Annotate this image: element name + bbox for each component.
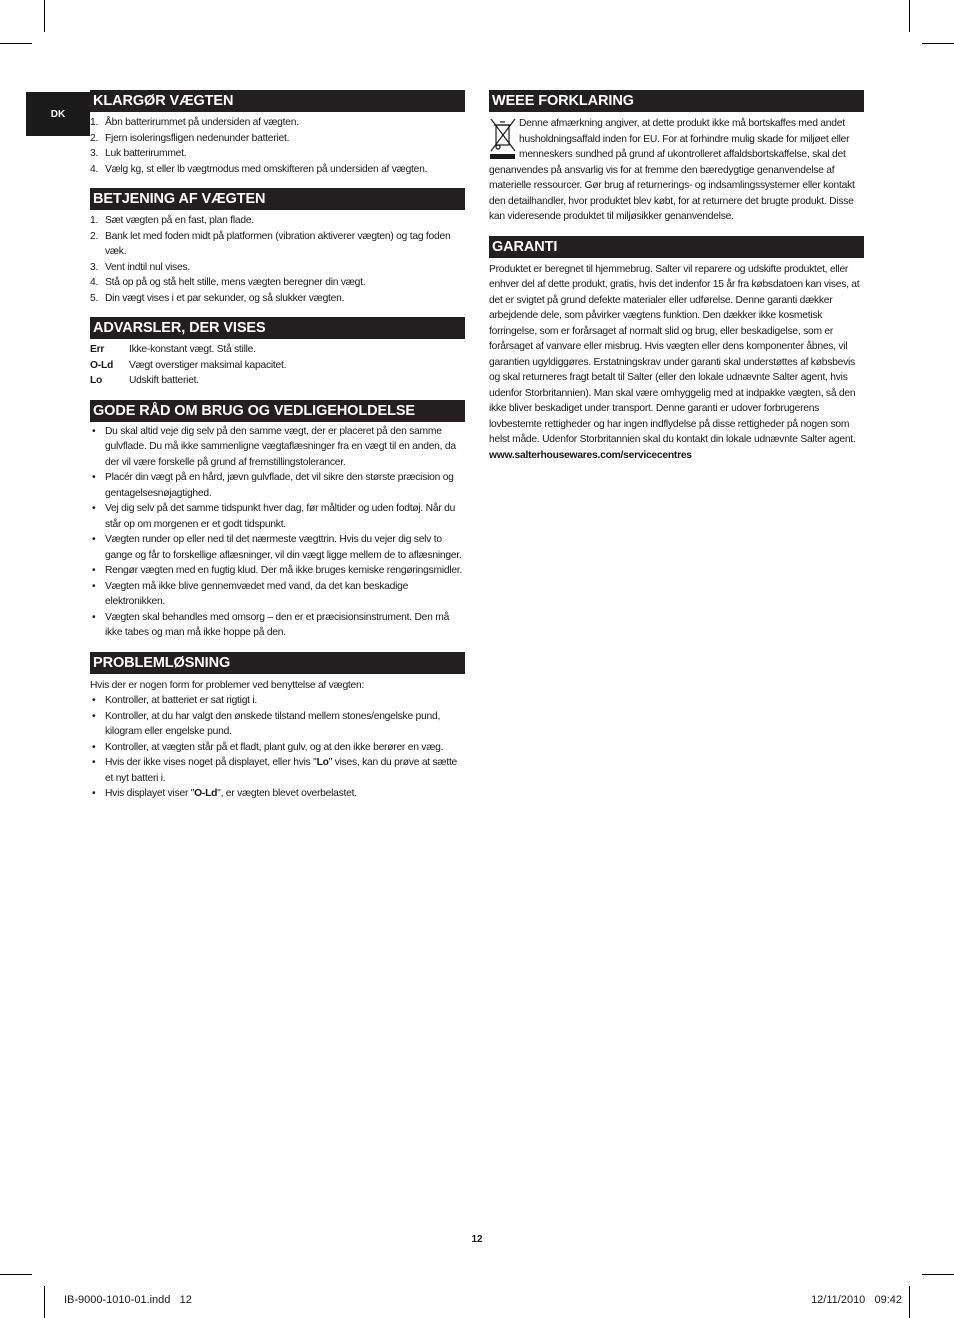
list-item: 5. Din vægt vises i et par sekunder, og så slukker vægten.	[90, 292, 345, 304]
error-row	[90, 373, 465, 389]
list-item: • Vægten må ikke blive gennemvædet med vand, da det kan beskadige elektronikken.	[92, 580, 409, 607]
list-item: • Hvis der ikke vises noget på displayet, eller hvis "Lo" vises, kan du prøve at sætte et nyt batteri i.	[92, 757, 458, 784]
inline-code: O-Ld	[194, 788, 218, 799]
weee-text-block: Denne afmærkning angiver, at dette produkt ikke må bortskaffes med andet husholdningsaffald inden for EU. For at forhindre mulig skade for miljøet eller menneskers sundhed på grund af ukontrolleret affaldsbortskaffelse, skal det genanvendes på ansvarlig vis for at fremme den bæredygtige genanvendelse af materielle ressourcer. Gør brug af returnerings- og indsamlingssystemer eller kontakt den detailhandler, hvor produktet blev købt, for at returnere det brugte produkt. Disse kan videresende produktet til miljøsikker genanvendelse.	[489, 118, 855, 222]
section-heading: GODE RÅD OM BRUG OG VEDLIGEHOLDELSE	[90, 400, 465, 422]
error-description: Udskift batteriet.	[129, 375, 199, 386]
crossed-out-wheelie-bin-icon	[489, 117, 517, 161]
list-item: 3. Vent indtil nul vises.	[90, 261, 190, 273]
section-heading: GARANTI	[489, 236, 864, 258]
crop-mark	[922, 43, 954, 44]
section-heading: WEEE FORKLARING	[489, 90, 864, 112]
page-number: 12	[471, 1234, 483, 1245]
tips-list	[90, 424, 465, 641]
crop-mark	[909, 1286, 910, 1318]
right-column	[489, 90, 864, 474]
list-item: 4. Stå op på og stå helt stille, mens vægten beregner din vægt.	[90, 277, 366, 288]
section-advarsler	[90, 317, 465, 389]
list-item: • Placér din vægt på en hård, jævn gulvflade, det vil sikre den største præcision og gentagelsesnøjagtighed.	[92, 472, 454, 499]
inline-code: Lo	[316, 757, 329, 768]
operation-steps	[90, 213, 465, 306]
list-item: • Vægten skal behandles med omsorg – den er et præcisionsinstrument. Den må ikke tabes og man må ikke hoppe på den.	[92, 611, 450, 638]
list-item: 2. Fjern isoleringsfligen nedenunder batteriet.	[90, 132, 290, 144]
error-code: O-Ld	[90, 359, 114, 371]
error-description: Vægt overstiger maksimal kapacitet.	[129, 359, 287, 371]
list-item: 2. Bank let med foden midt på platformen (vibration aktiverer vægten) og tag foden væk.	[90, 230, 451, 257]
error-code: Err	[90, 344, 105, 355]
crop-mark	[44, 1286, 45, 1318]
section-heading: PROBLEMLØSNING	[90, 652, 465, 674]
error-description: Ikke-konstant vægt. Stå stille.	[129, 344, 256, 355]
error-code: Lo	[90, 375, 103, 386]
error-row	[90, 342, 465, 358]
crop-mark	[922, 1274, 954, 1275]
section-betjening	[90, 188, 465, 306]
setup-steps	[90, 115, 465, 177]
list-item: • Vej dig selv på det samme tidspunkt hver dag, før måltider og uden fodtøj. Når du står op om morgenen er et godt tidspunkt.	[92, 503, 456, 530]
crop-mark	[0, 43, 32, 44]
list-item: • Du skal altid veje dig selv på den samme vægt, der er placeret på den samme gulvflade. Du må ikke sammenligne vægtaflæsninger fra en vægt til en anden, da der vil være forskelle på grund af fremstillingstolerancer.	[92, 425, 456, 468]
section-klargor	[90, 90, 465, 177]
section-gode-raad	[90, 400, 465, 641]
list-item: 3. Luk batterirummet.	[90, 148, 187, 159]
section-heading: BETJENING AF VÆGTEN	[90, 188, 465, 210]
list-item: 1. Åbn batterirummet på undersiden af vægten.	[90, 117, 299, 128]
section-heading: ADVARSLER, DER VISES	[90, 317, 465, 339]
section-problemlosning	[90, 652, 465, 802]
section-garanti	[489, 236, 864, 464]
list-item: • Vægten runder op eller ned til det nærmeste vægttrin. Hvis du vejer dig selv to gange og får to forskellige aflæsninger, vil din vægt ligge mellem de to aflæsninger.	[92, 534, 462, 561]
service-link[interactable]: www.salterhousewares.com/servicecentres	[489, 449, 692, 461]
crop-mark	[909, 0, 910, 32]
list-item: 1. Sæt vægten på en fast, plan flade.	[90, 215, 254, 226]
list-item: • Kontroller, at vægten står på et fladt, plant gulv, og at den ikke berører en væg.	[92, 741, 444, 753]
left-column	[90, 90, 465, 813]
crop-mark	[44, 0, 45, 32]
intro-text: Hvis der er nogen form for problemer ved benyttelse af vægten:	[90, 679, 365, 691]
section-weee	[489, 90, 864, 225]
list-item: 4. Vælg kg, st eller lb vægtmodus med omskifteren på undersiden af vægten.	[90, 163, 428, 175]
troubleshooting-list	[90, 693, 465, 802]
list-item: • Kontroller, at batteriet er sat rigtigt i.	[92, 695, 258, 706]
warranty-text: Produktet er beregnet til hjemmebrug. Salter vil reparere og udskifte produktet, eller enhver del af dette produkt, gratis, hvis det indenfor 15 år fra købsdatoen kan vises, at det er svigtet på grund defekte materialer eller udførelse. Denne garanti dækker arbejdende dele, som påvirker vægtens funktion. Den dækker ikke kosmetisk forringelse, som er forårsaget af normalt slid og brug, eller beskadigelse, som er forårsaget af vanvare eller misbrug. Hvis vægten eller dens komponenter åbnes, vil garantien ugyldiggøres. Erstatningskrav under garanti skal understøttes af købsbevis og skal returneres fragt betalt til Salter (eller den lokale udnævnte Salter agent, hvis udenfor Storbritannien). Man skal være omhyggelig med at indpakke vægten, så den ikke bliver beskadiget under transport. Denne garanti er udover forbrugerens lovbestemte rettigheder og har ingen indflydelse på disse rettigheder på nogen som helst måde. Udenfor Storbritannien skal du kontakt din lokale udnævnte Salter agent.	[489, 263, 860, 445]
list-item: • Rengør vægten med en fugtig klud. Der må ikke bruges kemiske rengøringsmidler.	[92, 565, 463, 576]
crop-mark	[0, 1274, 32, 1275]
footer-file-info: IB-9000-1010-01.indd 12	[64, 1294, 192, 1306]
list-item: • Kontroller, at du har valgt den ønskede tilstand mellem stones/engelske pund, kilogram eller engelske pund.	[92, 710, 441, 737]
error-row	[90, 358, 465, 374]
section-heading: KLARGØR VÆGTEN	[90, 90, 465, 112]
language-tab: DK	[26, 92, 90, 136]
error-code-list	[90, 342, 465, 389]
footer-date-info: 12/11/2010 09:42	[811, 1294, 902, 1306]
list-item: • Hvis displayet viser "O-Ld", er vægten blevet overbelastet.	[92, 788, 357, 799]
